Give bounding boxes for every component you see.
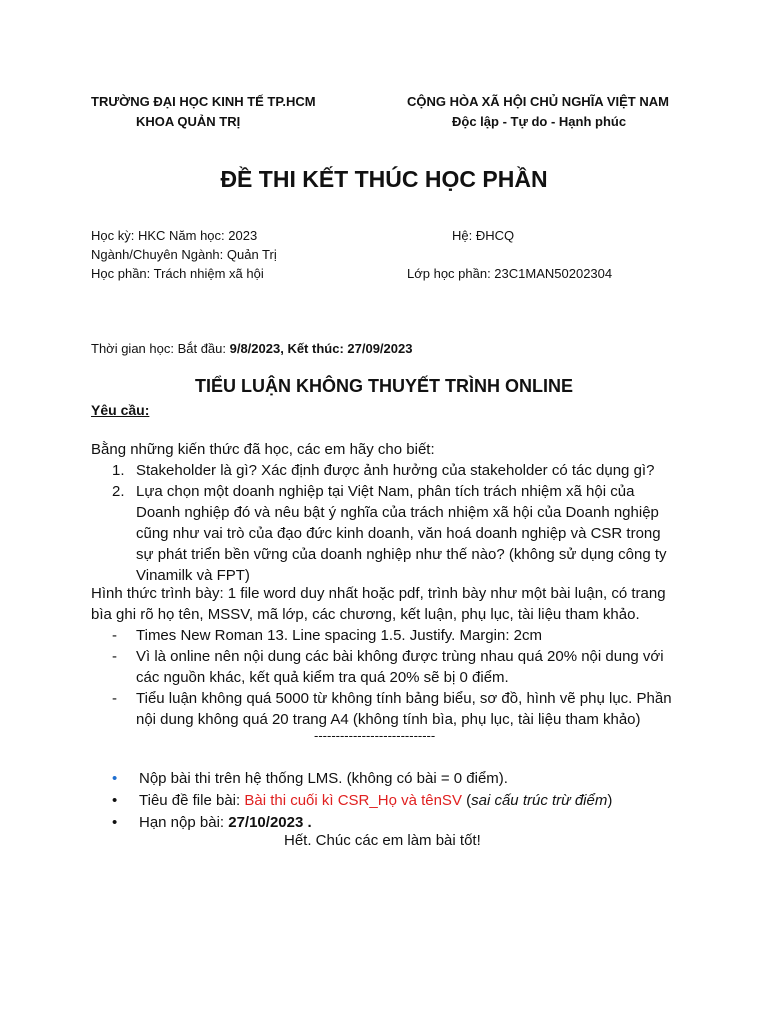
submission-list	[112, 768, 702, 834]
format-rule-text: Tiểu luận không quá 5000 từ không tính bảng biểu, sơ đồ, hình vẽ phụ lục. Phần nội dung không quá 20 trang A4 (không tính bìa, phụ lục, tài liệu tham khảo)	[136, 690, 672, 728]
deadline-date: 27/10/2023 .	[228, 814, 312, 831]
file-title-format: Bài thi cuối kì CSR_Họ và tênSV	[244, 792, 462, 809]
study-time-label: Thời gian học: Bắt đầu:	[91, 341, 230, 356]
intro-text: Bằng những kiến thức đã học, các em hãy cho biết:	[91, 441, 435, 458]
submission-item	[112, 812, 702, 834]
system-info: Hệ: ĐHCQ	[452, 228, 515, 243]
dash-marker: -	[112, 627, 117, 644]
bullet-icon: •	[112, 770, 118, 787]
closing-text: Hết. Chúc các em làm bài tốt!	[284, 832, 481, 849]
motto: Độc lập - Tự do - Hạnh phúc	[452, 114, 627, 129]
question-text: Lựa chọn một doanh nghiệp tại Việt Nam, phân tích trách nhiệm xã hội của Doanh nghiệp đó và nêu bật ý nghĩa của trách nhiệm xã hội của Doanh nghiệp cũng như vai trò của đạo đức kinh doanh, văn hoá doanh nghiệp và CSR trong sự phát triển bền vững của doanh nghiệp như thế nào? (không sử dụng công ty Vinamilk và FPT)	[136, 483, 667, 584]
format-rule-text: Vì là online nên nội dung các bài không được trùng nhau quá 20% nội dung với các nguồn khác, kết quả kiểm tra quá 20% sẽ bị 0 điểm.	[136, 648, 664, 686]
submission-lms-text: Nộp bài thi trên hệ thống LMS. (không có bài = 0 điểm).	[139, 770, 508, 787]
page-title: ĐỀ THI KẾT THÚC HỌC PHẦN	[220, 166, 548, 192]
semester-info: Học kỳ: HKC Năm học: 2023	[91, 228, 258, 243]
bullet-icon: •	[112, 814, 118, 831]
deadline-label: Hạn nộp bài:	[139, 814, 229, 831]
submission-item	[112, 768, 702, 790]
question-text: Stakeholder là gì? Xác định được ảnh hưởng của stakeholder có tác dụng gì?	[136, 462, 655, 479]
bullet-icon: •	[112, 792, 118, 809]
file-title-label: Tiêu đề file bài:	[139, 792, 245, 809]
question-number: 2.	[112, 483, 125, 500]
faculty-name: KHOA QUẢN TRỊ	[136, 114, 241, 129]
format-rule-item	[112, 646, 682, 688]
requirement-label: Yêu cầu:	[91, 402, 150, 418]
question-item	[112, 460, 682, 481]
class-info: Lớp học phần: 23C1MAN50202304	[407, 266, 613, 281]
question-number: 1.	[112, 462, 125, 479]
submission-item	[112, 790, 702, 812]
study-time-end: 27/09/2023	[347, 341, 413, 356]
format-description: Hình thức trình bày: 1 file word duy nhất hoặc pdf, trình bày như một bài luận, có trang bìa ghi rõ họ tên, MSSV, mã lớp, các chương, kết luận, phụ lục, tài liệu tham khảo.	[91, 585, 666, 623]
university-name: TRƯỜNG ĐẠI HỌC KINH TẾ TP.HCM	[91, 94, 316, 109]
essay-title: TIỂU LUẬN KHÔNG THUYẾT TRÌNH ONLINE	[195, 376, 573, 396]
format-rule-item	[112, 625, 682, 646]
study-time-end-label: Kết thúc:	[283, 341, 348, 356]
dash-marker: -	[112, 690, 117, 707]
format-rule-text: Times New Roman 13. Line spacing 1.5. Justify. Margin: 2cm	[136, 627, 542, 644]
separator-line: ----------------------------	[314, 728, 436, 743]
major-info: Ngành/Chuyên Ngành: Quản Trị	[91, 247, 277, 262]
format-rule-item	[112, 688, 682, 730]
study-time-start: 9/8/2023,	[229, 341, 284, 356]
study-time	[91, 341, 412, 356]
course-info: Học phần: Trách nhiệm xã hội	[91, 266, 264, 281]
format-rules-list	[112, 625, 682, 730]
question-list	[112, 460, 682, 586]
paren-close: )	[607, 792, 613, 809]
question-item	[112, 481, 682, 586]
country-name: CỘNG HÒA XÃ HỘI CHỦ NGHĨA VIỆT NAM	[407, 94, 669, 109]
paren-open: (	[461, 792, 472, 809]
dash-marker: -	[112, 648, 117, 665]
penalty-note: sai cấu trúc trừ điểm	[471, 792, 608, 809]
